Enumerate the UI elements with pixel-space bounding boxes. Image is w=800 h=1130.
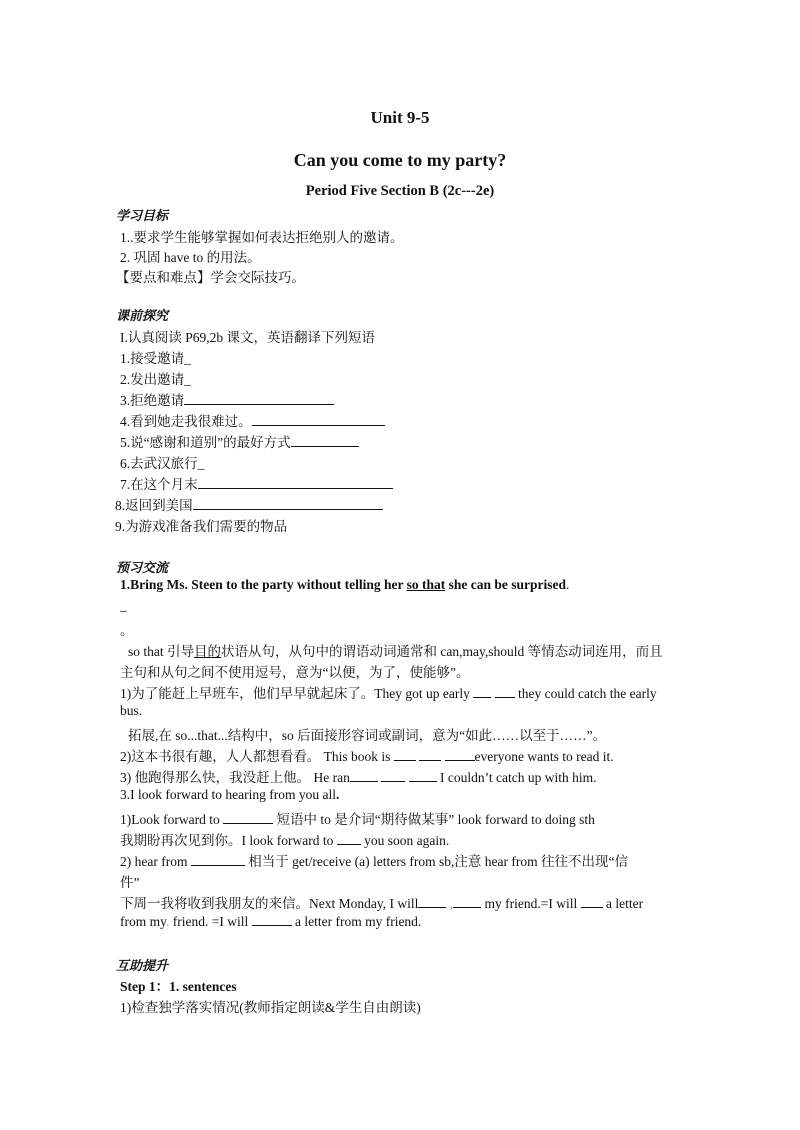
step-1: Step 1：1. sentences (120, 979, 237, 994)
phrase-item-4-text: 4.看到她走我很难过。 (120, 414, 252, 429)
unit-title: Unit 9-5 (370, 108, 430, 127)
phrase-item-3-blank[interactable] (184, 392, 334, 405)
period-title: Period Five Section B (2c---2e) (305, 183, 495, 199)
look-forward-example-a: 我期盼再次见到你。I look forward to (120, 833, 334, 848)
sentence-1-b: she can be surprised (445, 577, 567, 592)
extension-note: 拓展,在 so...that...结构中，so 后面接形容词或副词，意为“如此……以至于……”。 (128, 728, 607, 743)
next-monday-b: my friend.=I will (484, 896, 578, 911)
hear-from-blank[interactable] (191, 853, 245, 866)
phrase-item-8-blank[interactable] (193, 497, 383, 510)
example-1-c: bus. (120, 703, 143, 718)
phrase-item-8-text: 8.返回到美国 (115, 498, 193, 513)
note-purpose: 目的 (194, 644, 221, 659)
look-forward-b: 短语中 to 是介词“期待做某事” look forward to doing sth (276, 812, 595, 827)
next-monday-comma: , (449, 896, 454, 911)
example-1-b: they could catch the early (517, 686, 657, 701)
preview-heading: 课前探究 (116, 309, 169, 324)
look-forward-blank[interactable] (223, 811, 273, 824)
phrase-item-4 (120, 410, 385, 430)
look-forward-a: 1)Look forward to (120, 812, 220, 827)
example-1-blank-2[interactable] (495, 685, 515, 698)
lesson-title: Can you come to my party? (293, 150, 507, 170)
from-my-dot: . (166, 914, 170, 929)
phrase-item-9: 9.为游戏准备我们需要的物品 (115, 519, 288, 534)
hear-from-a: 2) hear from (120, 854, 188, 869)
sentence-3-text: 3.I look forward to hearing from you all (120, 787, 336, 802)
look-forward-example-blank[interactable] (337, 832, 361, 845)
example-3-blank-1[interactable] (350, 769, 378, 782)
example-2-blank-3[interactable] (445, 748, 475, 761)
next-monday-blank-3[interactable] (581, 895, 603, 908)
example-2-blank-1[interactable] (394, 748, 416, 761)
next-monday-blank-1[interactable] (418, 895, 446, 908)
example-3-b: I couldn’t catch up with him. (439, 770, 597, 785)
look-forward-example-b: you soon again. (364, 833, 450, 848)
exchange-heading: 预习交流 (116, 561, 169, 576)
example-1 (120, 682, 657, 702)
mutual-heading: 互助提升 (116, 959, 169, 974)
note-a: so that 引导 (128, 644, 194, 659)
phrase-item-8 (115, 494, 383, 514)
phrase-item-6: 6.去武汉旅行_ (120, 456, 205, 471)
so-that-note-line-2: 主句和从句之间不使用逗号，意为“以便，为了，使能够”。 (120, 665, 470, 680)
phrase-item-7-blank[interactable] (198, 476, 393, 489)
sentence-1 (120, 577, 569, 593)
example-1-a: 1)为了能赶上早班车，他们早早就起床了。They got up early (120, 686, 470, 701)
next-monday-a: 下周一我将收到我朋友的来信。Next Monday, I will (120, 896, 419, 911)
next-monday-example (120, 892, 643, 912)
example-2-blank-2[interactable] (419, 748, 441, 761)
phrase-item-5-text: 5.说“感谢和道别”的最好方式 (120, 435, 291, 450)
phrase-item-3 (120, 389, 334, 409)
sentence-1-a: 1.Bring Ms. Steen to the party without telling her (120, 577, 407, 592)
example-2-b: everyone wants to read it. (474, 749, 614, 764)
look-forward-example (120, 829, 449, 849)
hear-from-note-cont: 件” (120, 875, 140, 890)
look-forward-note (120, 808, 595, 828)
next-monday-c: a letter (605, 896, 644, 911)
phrase-item-7 (120, 473, 393, 493)
note-b: 状语从句，从句中的谓语动词通常和 can,may,should 等情态动词连用，而且 (221, 644, 663, 659)
hear-from-b: 相当于 get/receive (a) letters from sb,注意 hear from 往往不出现“信 (248, 854, 628, 869)
example-3-blank-2[interactable] (381, 769, 405, 782)
example-2-a: 2)这本书很有趣，人人都想看看。 This book is (120, 749, 391, 764)
from-my-blank[interactable] (252, 913, 292, 926)
phrase-item-3-text: 3.拒绝邀请 (120, 393, 185, 408)
phrase-item-2: 2.发出邀请_ (120, 372, 191, 387)
step-1-item-1: 1)检查独学落实情况(教师指定朗读&学生自由朗读) (120, 1000, 421, 1015)
sentence-1-so-that: so that (406, 577, 446, 592)
objective-item-1: 1..要求学生能够掌握如何表达拒绝别人的邀请。 (120, 230, 404, 245)
phrase-item-5-blank[interactable] (291, 434, 359, 447)
phrase-item-7-text: 7.在这个月末 (120, 477, 198, 492)
sentence-3 (120, 787, 339, 803)
from-my-c: a letter from my friend. (294, 914, 422, 929)
phrase-item-1: 1.接受邀请_ (120, 351, 191, 366)
example-1-blank-1[interactable] (473, 685, 491, 698)
phrase-item-4-blank[interactable] (252, 413, 385, 426)
dash-mark: _ (120, 598, 127, 613)
from-my-friend-line (120, 913, 421, 930)
example-2 (120, 745, 614, 765)
example-3 (120, 766, 596, 786)
example-3-blank-3[interactable] (409, 769, 437, 782)
objective-item-2: 2. 巩固 have to 的用法。 (120, 250, 261, 265)
from-my-b: friend. =I will (169, 914, 249, 929)
preview-intro: I.认真阅读 P69,2b 课文，英语翻译下列短语 (120, 330, 376, 345)
circle-mark: 。 (120, 623, 134, 638)
hear-from-note (120, 850, 628, 870)
example-3-a: 3) 他跑得那么快，我没赶上他。 He ran (120, 770, 350, 785)
so-that-note-line-1 (128, 640, 663, 660)
next-monday-blank-2[interactable] (453, 895, 481, 908)
sentence-3-dot: . (335, 787, 340, 802)
from-my-a: from my (120, 914, 166, 929)
objective-key-points: 【要点和难点】学会交际技巧。 (116, 270, 305, 285)
objectives-heading: 学习目标 (116, 209, 169, 224)
phrase-item-5 (120, 431, 359, 451)
sentence-1-end: . (566, 577, 570, 592)
